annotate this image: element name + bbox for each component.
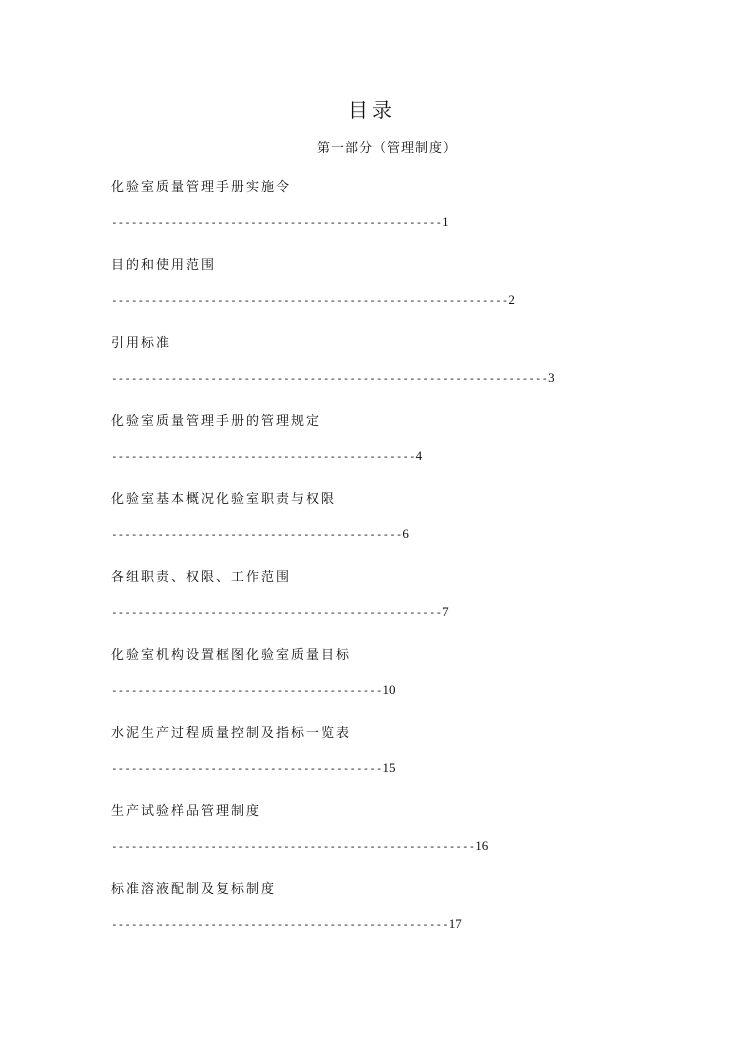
toc-entry-title: 化验室基本概况化验室职责与权限 [111,492,337,507]
toc-dash-leader: -------------------------------------------- [111,528,403,541]
toc-dash-leader: ------------------------------------------------------------------ [111,372,549,385]
toc-entry-title: 标准溶液配制及复标制度 [111,882,277,897]
toc-entry-title: 化验室机构设置框图化验室质量目标 [111,648,352,663]
toc-dash-leader: ------------------------------------------------------- [111,840,476,853]
toc-dash-leader: ----------------------------------------- [111,684,383,697]
toc-entry-leader-line [111,526,409,542]
toc-page-number: 7 [442,604,449,619]
toc-entry-title: 生产试验样品管理制度 [111,804,262,819]
toc-entry[interactable] [111,800,651,878]
toc-entry-title: 化验室质量管理手册实施令 [111,180,292,195]
toc-entry[interactable] [111,254,651,332]
toc-entry-title: 引用标准 [111,336,172,351]
toc-entry-leader-line [111,604,449,620]
toc-entry-leader-line [111,370,555,386]
toc-page-number: 15 [382,760,396,775]
toc-dash-leader: -------------------------------------------------- [111,216,443,229]
toc-entry[interactable] [111,332,651,410]
toc-entry-leader-line [111,838,488,854]
toc-entry[interactable] [111,566,651,644]
page-title: 目录 [348,98,396,122]
table-of-contents [111,176,651,956]
toc-page-number: 6 [402,526,409,541]
toc-entry-leader-line [111,916,462,932]
section-subtitle: 第一部分（管理制度） [316,141,457,156]
toc-page-number: 17 [448,916,462,931]
toc-dash-leader: --------------------------------------------------- [111,918,449,931]
toc-page-number: 4 [415,448,423,463]
toc-page-number: 16 [475,838,489,853]
toc-entry[interactable] [111,410,651,488]
toc-dash-leader: -------------------------------------------------- [111,606,443,619]
toc-page-number: 1 [442,214,449,229]
toc-entry[interactable] [111,176,651,254]
toc-entry[interactable] [111,644,651,722]
toc-page-number: 3 [548,370,555,385]
toc-entry[interactable] [111,722,651,800]
toc-entry-title: 水泥生产过程质量控制及指标一览表 [111,726,352,741]
toc-page-number: 10 [382,682,396,697]
toc-entry-title: 各组职责、权限、工作范围 [111,570,292,585]
toc-entry-leader-line [111,448,422,464]
toc-entry-leader-line [111,682,396,698]
toc-entry-leader-line [111,214,449,230]
toc-entry-title: 目的和使用范围 [111,258,217,273]
toc-dash-leader: ----------------------------------------- [111,762,383,775]
toc-page-number: 2 [508,292,515,307]
toc-dash-leader: ---------------------------------------------- [111,450,416,463]
toc-entry-leader-line [111,292,515,308]
toc-entry[interactable] [111,878,651,956]
toc-entry[interactable] [111,488,651,566]
toc-entry-title: 化验室质量管理手册的管理规定 [111,414,322,429]
toc-entry-leader-line [111,760,396,776]
toc-dash-leader: ------------------------------------------------------------ [111,294,509,307]
